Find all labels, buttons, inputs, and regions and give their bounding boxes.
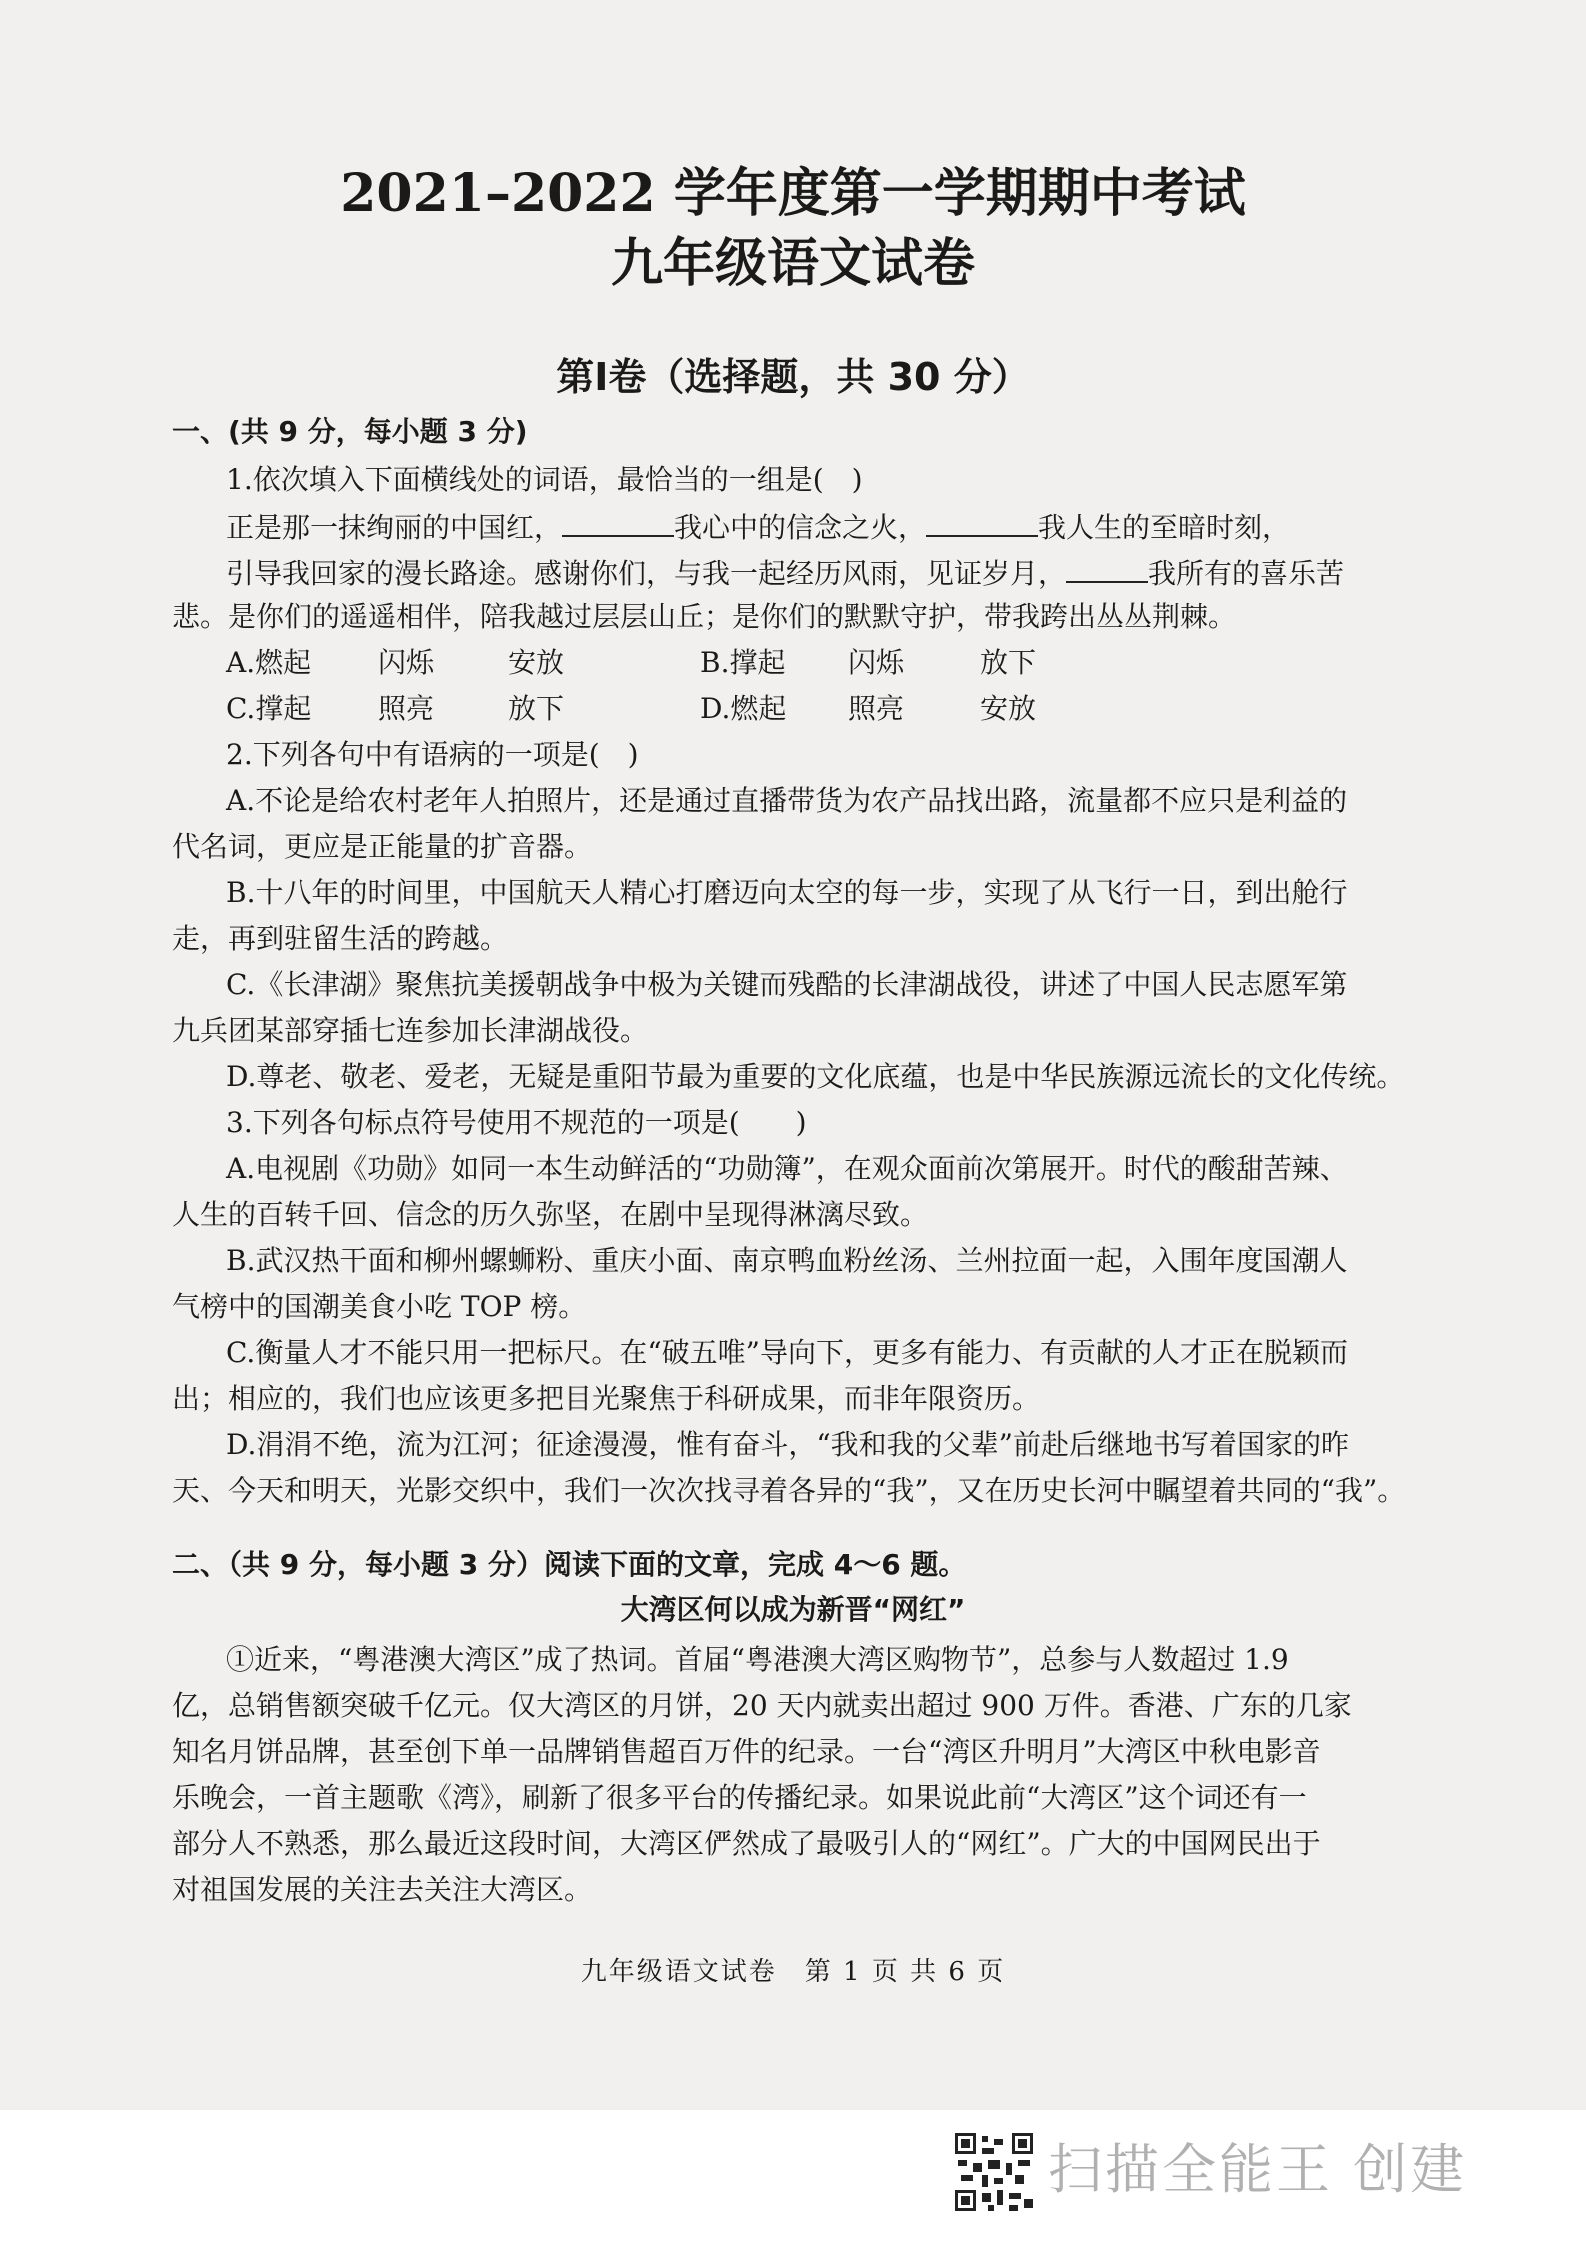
q1-option-a: A.燃起	[226, 646, 312, 679]
q2-stem: 2.下列各句中有语病的一项是( )	[226, 738, 639, 771]
fill-blank-1	[562, 505, 674, 537]
q1-passage-line: 悲。是你们的遥遥相伴，陪我越过层层山丘；是你们的默默守护，带我跨出丛丛荆棘。	[172, 600, 1237, 633]
q3-option-a: A.电视剧《功勋》如同一本生动鲜活的“功勋簿”，在观众面前次第展开。时代的酸甜苦辣、	[226, 1152, 1348, 1185]
article-title: 大湾区何以成为新晋“网红”	[620, 1593, 966, 1626]
q1-text-e: 我所有的喜乐苦	[1148, 557, 1345, 590]
q1-option-c-word2: 照亮	[378, 692, 435, 725]
q3-option-a-cont: 人生的百转千回、信念的历久弥坚，在剧中呈现得淋漓尽致。	[172, 1198, 929, 1231]
article-paragraph-line: ①近来，“粤港澳大湾区”成了热词。首届“粤港澳大湾区购物节”，总参与人数超过 1.9	[226, 1643, 1289, 1676]
section-1-heading: 一、(共 9 分，每小题 3 分)	[172, 415, 528, 448]
article-paragraph-line: 亿，总销售额突破千亿元。仅大湾区的月饼，20 天内就卖出超过 900 万件。香港、广东的几家	[172, 1689, 1352, 1722]
q1-option-c-word3: 放下	[508, 692, 565, 725]
q3-option-c-cont: 出；相应的，我们也应该更多把目光聚焦于科研成果，而非年限资历。	[172, 1382, 1041, 1415]
q3-option-c: C.衡量人才不能只用一把标尺。在“破五唯”导向下，更多有能力、有贡献的人才正在脱颖而	[226, 1336, 1348, 1369]
q1-option-c: C.撑起	[226, 692, 312, 725]
q3-stem: 3.下列各句标点符号使用不规范的一项是( )	[226, 1106, 807, 1139]
q1-option-a-word2: 闪烁	[378, 646, 435, 679]
q1-text-c: 我人生的至暗时刻，	[1038, 511, 1291, 544]
q2-option-d: D.尊老、敬老、爱老，无疑是重阳节最为重要的文化底蕴，也是中华民族源远流长的文化传统。	[226, 1060, 1405, 1093]
page-footer: 九年级语文试卷 第 1 页 共 6 页	[580, 1957, 1006, 1987]
article-paragraph-line: 知名月饼品牌，甚至创下单一品牌销售超百万件的纪录。一台“湾区升明月”大湾区中秋电影音	[172, 1735, 1321, 1768]
q1-option-a-word3: 安放	[508, 646, 565, 679]
q1-text-b: 我心中的信念之火，	[674, 511, 927, 544]
q2-option-c-cont: 九兵团某部穿插七连参加长津湖战役。	[172, 1014, 649, 1047]
q1-text-d: 引导我回家的漫长路途。感谢你们，与我一起经历风雨，见证岁月，	[226, 557, 1067, 590]
qr-code-icon	[955, 2133, 1033, 2211]
q1-text-a: 正是那一抹绚丽的中国红，	[226, 511, 563, 544]
q1-option-d: D.燃起	[700, 692, 787, 725]
q1-passage-line	[226, 505, 1290, 548]
q1-option-b-word2: 闪烁	[848, 646, 905, 679]
q3-option-d: D.涓涓不绝，流为江河；征途漫漫，惟有奋斗，“我和我的父辈”前赴后继地书写着国家的昨	[226, 1428, 1349, 1461]
q1-passage-line	[226, 551, 1344, 594]
q2-option-c: C.《长津湖》聚焦抗美援朝战争中极为关键而残酷的长津湖战役，讲述了中国人民志愿军第	[226, 968, 1348, 1001]
section-2-heading: 二、（共 9 分，每小题 3 分）阅读下面的文章，完成 4～6 题。	[172, 1548, 967, 1581]
fill-blank-3	[1066, 551, 1148, 583]
q1-option-b-word3: 放下	[980, 646, 1037, 679]
exam-title: 2021–2022 学年度第一学期期中考试	[340, 163, 1246, 224]
q2-option-b: B.十八年的时间里，中国航天人精心打磨迈向太空的每一步，实现了从飞行一日，到出舱行	[226, 876, 1348, 909]
q2-option-a-cont: 代名词，更应是正能量的扩音器。	[172, 830, 593, 863]
article-paragraph-line: 部分人不熟悉，那么最近这段时间，大湾区俨然成了最吸引人的“网红”。广大的中国网民出于	[172, 1827, 1321, 1860]
exam-subtitle: 九年级语文试卷	[610, 233, 975, 294]
q3-option-b-cont: 气榜中的国潮美食小吃 TOP 榜。	[172, 1290, 587, 1323]
q2-option-b-cont: 走，再到驻留生活的跨越。	[172, 922, 509, 955]
q1-option-d-word2: 照亮	[848, 692, 905, 725]
article-paragraph-line: 对祖国发展的关注去关注大湾区。	[172, 1873, 593, 1906]
volume-title: 第Ⅰ卷（选择题，共 30 分）	[556, 355, 1030, 399]
q1-option-d-word3: 安放	[980, 692, 1037, 725]
q2-option-a: A.不论是给农村老年人拍照片，还是通过直播带货为农产品找出路，流量都不应只是利益的	[226, 784, 1348, 817]
article-paragraph-line: 乐晚会，一首主题歌《湾》，刷新了很多平台的传播纪录。如果说此前“大湾区”这个词还有一	[172, 1781, 1307, 1814]
fill-blank-2	[926, 505, 1038, 537]
q3-option-d-cont: 天、今天和明天，光影交织中，我们一次次找寻着各异的“我”，又在历史长河中瞩望着共同的“我”。	[172, 1474, 1406, 1507]
q1-stem: 1.依次填入下面横线处的词语，最恰当的一组是( )	[226, 463, 863, 496]
q1-option-b: B.撑起	[700, 646, 786, 679]
scanner-watermark-text: 扫描全能王 创建	[1048, 2138, 1468, 2201]
q3-option-b: B.武汉热干面和柳州螺蛳粉、重庆小面、南京鸭血粉丝汤、兰州拉面一起，入围年度国潮人	[226, 1244, 1348, 1277]
